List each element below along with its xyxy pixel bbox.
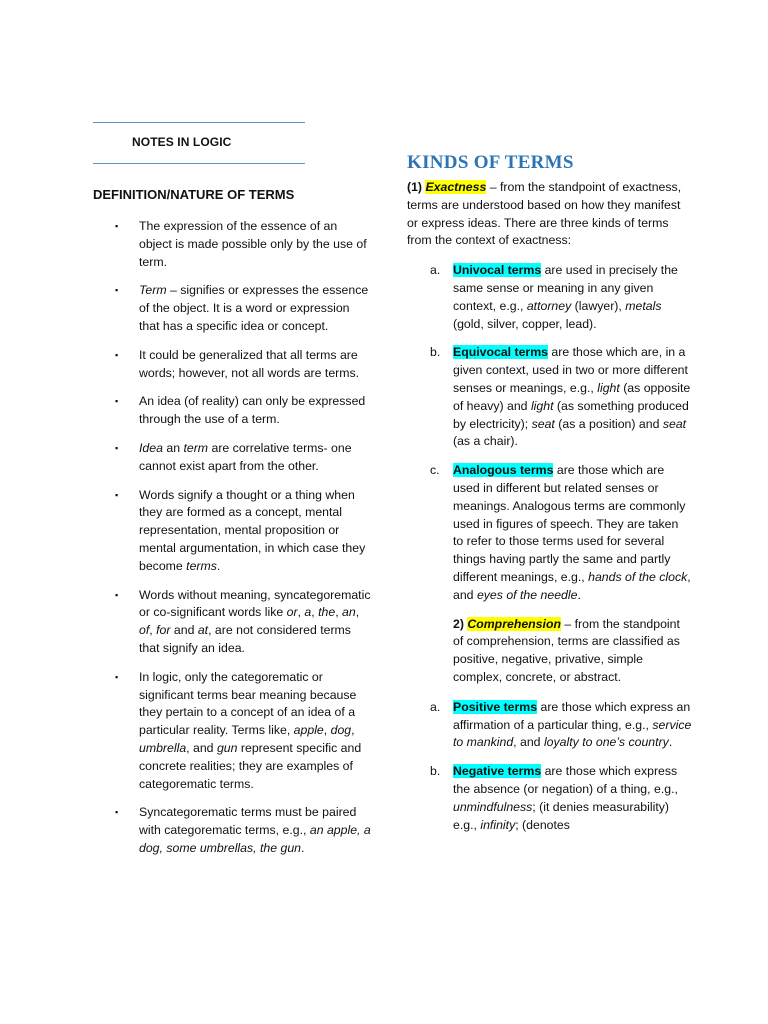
square-bullet-icon: ▪: [115, 285, 119, 296]
square-bullet-icon: ▪: [115, 396, 119, 407]
exactness-paragraph: (1) Exactness – from the standpoint of exactness, terms are understood based on how they manifest or express ideas. There are three kinds of terms from the context of exactness:: [407, 180, 682, 248]
list-item: ▪ Idea an term are correlative terms- one cannot exist apart from the other.: [115, 440, 352, 473]
comprehension-paragraph: 2) Comprehension – from the standpoint of comprehension, terms are classified as positive, negative, privative, simple complex, concrete, or abstract.: [453, 616, 680, 684]
square-bullet-icon: ▪: [115, 671, 119, 682]
list-item: ▪ In logic, only the categorematic or significant terms bear meaning because they pertain to a concept of an idea of a particular reality. Terms like, apple, dog, umbrella, and gun represent specific and concrete realities; they are examples of categorematic terms.: [115, 669, 362, 791]
right-column: [407, 152, 692, 845]
term-highlight: Analogous terms: [453, 463, 554, 478]
kinds-of-terms-heading: KINDS OF TERMS: [407, 152, 574, 173]
list-item: ▪ Syncategorematic terms must be paired with categorematic terms, e.g., an apple, a dog, some umbrellas, the gun.: [115, 805, 371, 855]
list-item: a. Positive terms are those which express an affirmation of a particular thing, e.g., service to mankind, and loyalty to one’s country.: [430, 699, 692, 750]
term-highlight: Positive terms: [453, 699, 538, 714]
list-item: b. Equivocal terms are those which are, in a given context, used in two or more different senses or meanings, e.g., light (as opposite of heavy) and light (as something produced by electricity); seat (as a position) and seat (as a chair).: [430, 345, 691, 449]
exactness-list: [407, 262, 692, 604]
term-highlight: Negative terms: [453, 764, 542, 779]
comprehension-list: [407, 699, 692, 835]
list-item: ▪ Words without meaning, syncategorematic or co-significant words like or, a, the, an, of, for and at, are not considered terms that signify an idea.: [115, 587, 371, 655]
list-item: ▪ It could be generalized that all terms are words; however, not all words are terms.: [115, 347, 360, 380]
list-item: a. Univocal terms are used in precisely the same sense or meaning in any given context, e.g., attorney (lawyer), metals (gold, silver, copper, lead).: [430, 263, 678, 331]
square-bullet-icon: ▪: [115, 349, 119, 360]
exactness-highlight: Exactness: [425, 180, 487, 194]
definition-list: [93, 218, 373, 858]
left-column: [93, 187, 373, 869]
term-highlight: Equivocal terms: [453, 345, 548, 360]
list-item: b. Negative terms are those which express the absence (or negation) of a thing, e.g., unmindfulness; (it denies measurability) e.g., infinity; (denotes: [430, 764, 678, 832]
comprehension-highlight: Comprehension: [467, 616, 561, 631]
term-highlight: Univocal terms: [453, 263, 542, 278]
square-bullet-icon: ▪: [115, 589, 119, 600]
list-item: ▪ Words signify a thought or a thing when they are formed as a concept, mental representation, mental proposition or mental argumentation, in which case they become terms.: [115, 487, 366, 573]
square-bullet-icon: ▪: [115, 442, 119, 453]
square-bullet-icon: ▪: [115, 489, 119, 500]
list-item: ▪ The expression of the essence of an object is made possible only by the use of term.: [115, 219, 367, 269]
list-item: ▪ Term – signifies or expresses the essence of the object. It is a word or expression that has a specific idea or concept.: [115, 283, 369, 333]
square-bullet-icon: ▪: [115, 807, 119, 818]
definition-heading: DEFINITION/NATURE OF TERMS: [93, 187, 295, 202]
list-item: ▪ An idea (of reality) can only be expressed through the use of a term.: [115, 394, 366, 427]
square-bullet-icon: ▪: [115, 221, 119, 231]
header-rule-bottom: [93, 163, 305, 164]
list-item: c. Analogous terms are those which are used in different but related senses or meanings. Analogous terms are commonly used in figures of speech. They are taken to refer to those terms used for several things having partly the same and partly different meanings, e.g., hands of the clock, and eyes of the needle.: [430, 463, 691, 602]
notes-title: NOTES IN LOGIC: [132, 135, 232, 149]
header-rule-top: [93, 122, 305, 123]
